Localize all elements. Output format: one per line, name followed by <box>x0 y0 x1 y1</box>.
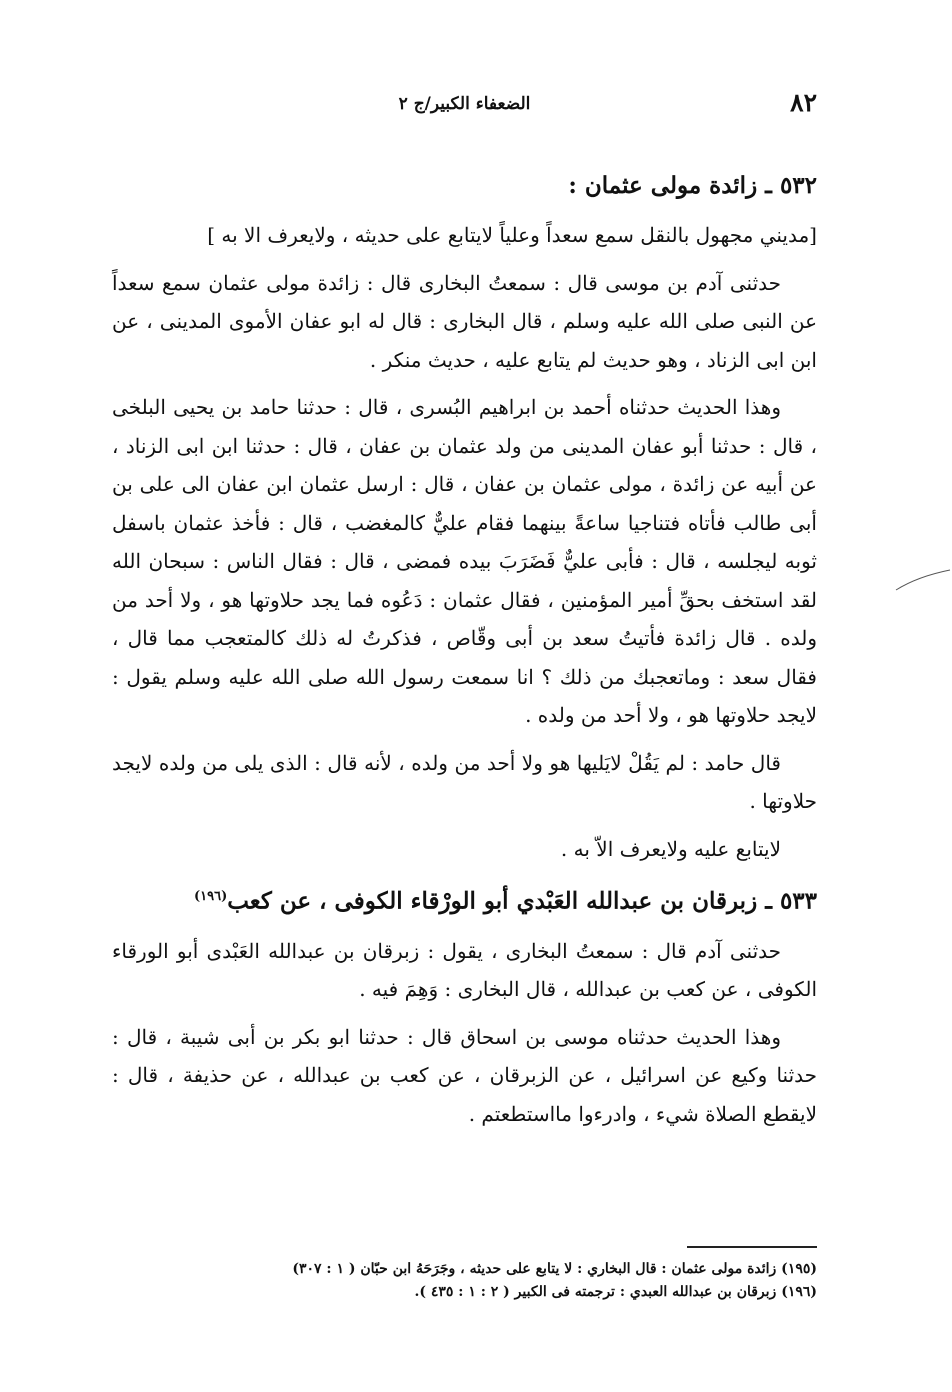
footnote: (١٩٥) زائدة مولى عثمان : قال البخاري : لا يتابع على حديثه ، وجَرَحَهُ ابن حبّان ( ١ : ٣٠٧) <box>292 1261 817 1277</box>
footnote-divider <box>687 1246 817 1248</box>
paragraph: وهذا الحديث حدثناه موسى بن اسحاق قال : حدثنا ابو بكر بن أبى شيبة ، قال : حدثنا وكيع عن اسرائيل ، عن الزبرقان ، عن كعب بن عبدالله ، عن حذيفة ، قال : لايقطع الصلاة شيء ، وادرءوا مااستطعتم . <box>112 1024 817 1126</box>
page-body <box>112 166 817 1142</box>
paragraph: قال حامد : لم يَقُلْ لايَليها هو ولا أحد من ولده ، لأنه قال : الذى يلى من ولده لايجد حلاوتها . <box>112 750 817 813</box>
entry-533 <box>112 877 817 1133</box>
bracket-note: [مديني مجهول بالنقل سمع سعداً وعلياً لايتابع على حديثه ، ولايعرف الا به ] <box>207 223 817 247</box>
footnotes <box>112 1258 817 1304</box>
page-number: ٨٢ <box>790 88 817 117</box>
paragraph: وهذا الحديث حدثناه أحمد بن ابراهيم البُسرى ، قال : حدثنا حامد بن يحيى البلخى ، قال : حدثنا أبو عفان المدينى من ولد عثمان بن عفان ، قال : حدثنا ابن ابى الزناد ، عن أبيه عن زائدة ، مولى عثمان بن عفان ، قال : ارسل عثمان ابن عفان الى على بن أبى طالب فأتاه فتناجيا ساعةً بينهما فقام عليٌّ كالمغضب ، قال : فأخذ عثمان باسفل ثوبه ليجلسه ، قال : فأبى عليٌّ فَضَرَبَ بيده فمضى ، قال : فقال الناس : سبحان الله لقد استخف بحقِّ أمير المؤمنين ، فقال عثمان : دَعُوه فما يجد حلاوتها هو ، ولا أحد من ولده . قال زائدة فأتيتُ سعد بن أبى وقّاص ، فذكرتُ له ذلك كالمتعجب مما قال ، فقال سعد : وماتعجبك من ذلك ؟ انا سمعت رسول الله صلى الله عليه وسلم يقول : لايجد حلاوتها هو ، ولا أحد من ولده . <box>112 395 817 727</box>
entry-heading <box>112 166 817 206</box>
footnote: (١٩٦) زبرقان بن عبدالله العبدي : ترجمته فى الكبير ( ٢ : ١ : ٤٣٥ ). <box>414 1284 817 1300</box>
page-header <box>112 88 817 128</box>
book-page <box>112 88 817 1328</box>
paragraph: حدثنى آدم قال : سمعتُ البخارى ، يقول : زبرقان بن عبدالله العَبْدى أبو الورقاء الكوفى ، عن كعب بن عبدالله ، قال البخارى : وَهِمَ فيه . <box>112 938 817 1002</box>
entry-heading-text: ٥٣٣ ـ زبرقان بن عبدالله العَبْدي أبو الورْقاء الكوفى ، عن كعب <box>227 887 817 915</box>
margin-stroke-mark <box>894 568 952 594</box>
running-title: الضعفاء الكبير/ج ٢ <box>398 94 531 114</box>
entry-532 <box>112 166 817 868</box>
footnote-reference: (١٩٦) <box>193 889 228 904</box>
entry-heading-text: ٥٣٢ ـ زائدة مولى عثمان : <box>568 172 817 199</box>
paragraph: حدثنى آدم بن موسى قال : سمعتُ البخارى قال : زائدة مولى عثمان سمع سعداً عن النبى صلى الله عليه وسلم ، قال البخارى : قال له ابو عفان الأموى المدينى ، عن ابن ابى الزناد ، وهو حديث لم يتابع عليه ، حديث منكر . <box>112 270 817 372</box>
entry-heading <box>112 877 817 922</box>
paragraph: لايتابع عليه ولايعرف الاّ به . <box>560 836 781 861</box>
